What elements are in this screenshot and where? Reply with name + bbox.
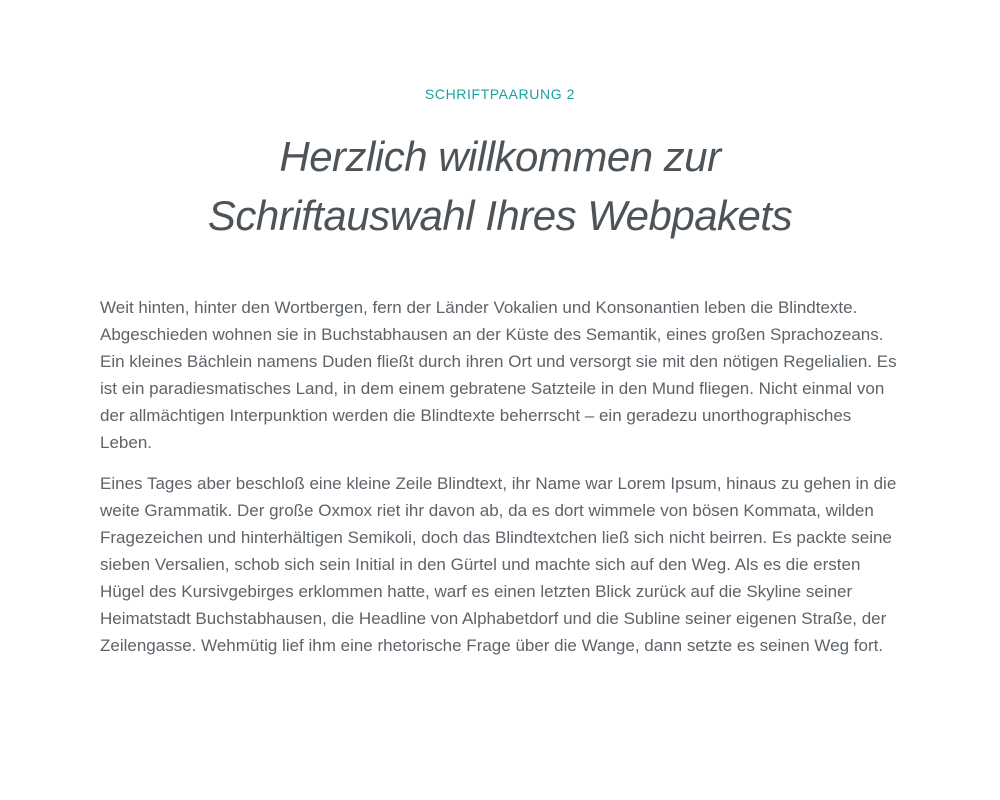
paragraph-2: Eines Tages aber beschloß eine kleine Zeile Blindtext, ihr Name war Lorem Ipsum, hinaus zu gehen in die weite Grammatik. Der große Oxmox riet ihr davon ab, da es dort wimmele von bösen Kommata, wilden Fragezeichen und hinterhältigen Semikoli, doch das Blindtextchen ließ sich nicht beirren. Es packte seine sieben Versalien, schob sich sein Initial in den Gürtel und machte sich auf den Weg. Als es die ersten Hügel des Kursivgebirges erklommen hatte, warf es einen letzten Blick zurück auf die Skyline seiner Heimatstadt Buchstabhausen, die Headline von Alphabetdorf und die Subline seiner eigenen Straße, der Zeilengasse. Wehmütig lief ihm eine rhetorische Frage über die Wange, dann setzte es seinen Weg fort. [100, 474, 897, 655]
body-copy [100, 294, 900, 659]
paragraph-1: Weit hinten, hinter den Wortbergen, fern der Länder Vokalien und Konsonantien leben die Blindtexte. Abgeschieden wohnen sie in Buchstabhausen an der Küste des Semantik, eines großen Sprachozeans. Ein kleines Bächlein namens Duden fließt durch ihren Ort und versorgt sie mit den nötigen Regelialien. Es ist ein paradiesmatisches Land, in dem einem gebratene Satzteile in den Mund fliegen. Nicht einmal von der allmächtigen Interpunktion werden die Blindtexte beherrscht – ein geradezu unorthographisches Leben. [100, 298, 897, 452]
page-title [100, 127, 900, 245]
page-title-line-2: Schriftauswahl Ihres Webpakets [207, 192, 793, 239]
page-title-line-1: Herzlich willkommen zur [279, 133, 721, 180]
content-column [100, 0, 900, 659]
eyebrow-label: SCHRIFTPAARUNG 2 [424, 86, 576, 102]
